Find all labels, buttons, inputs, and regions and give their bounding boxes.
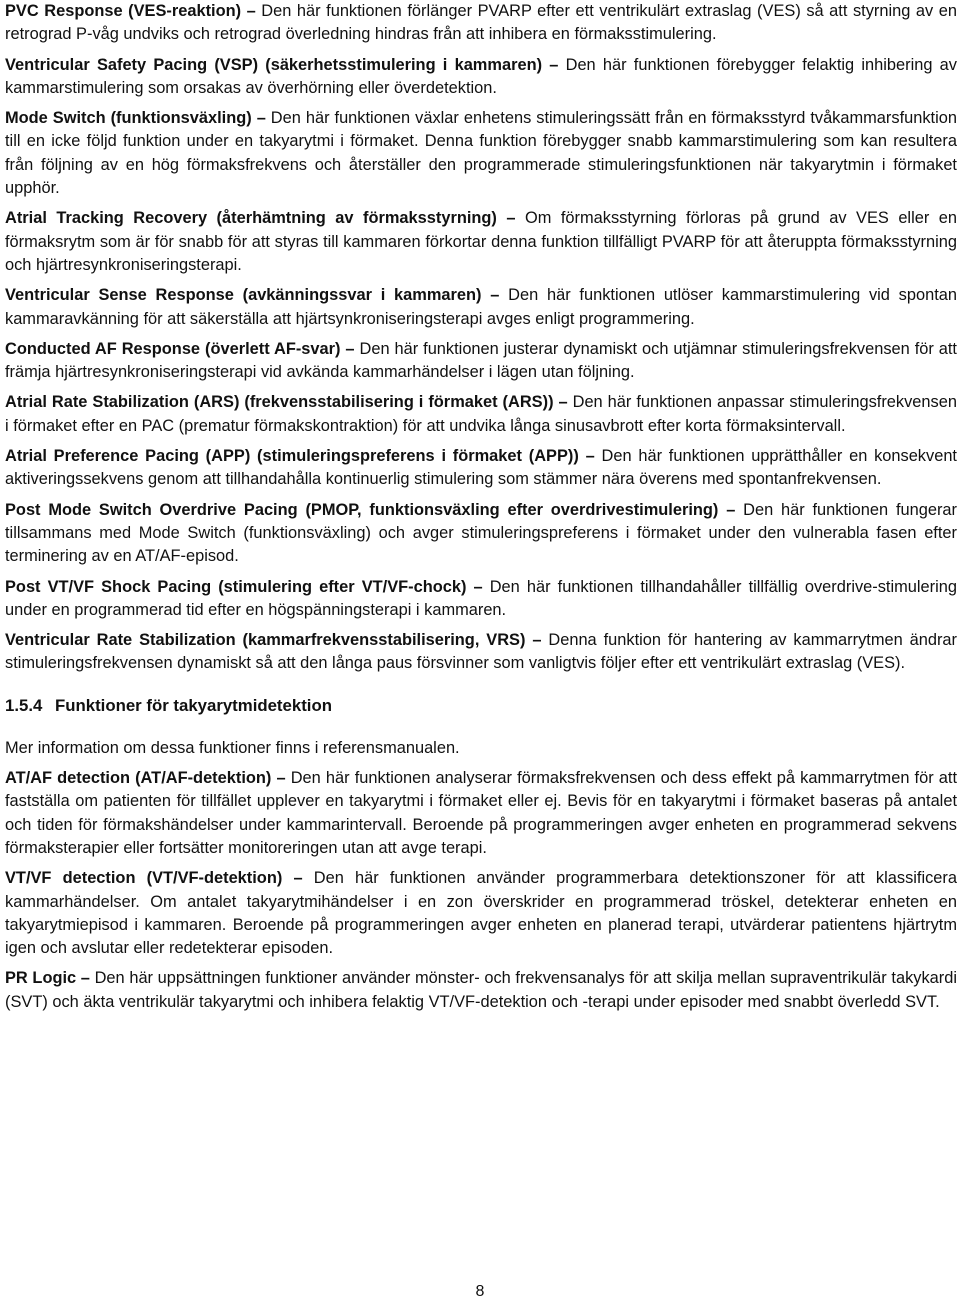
feature-dash: –	[251, 109, 271, 128]
feature-list-pacing	[5, 0, 957, 676]
feature-entry	[5, 0, 957, 47]
feature-dash: –	[466, 577, 490, 596]
feature-description: Den här funktionen fungerar tillsammans med Mode Switch (funktionsväxling) och avger stimuleringspreferens i förmaket under den vulnerabla fasen efter terminering av en AT/AF-episod.	[5, 500, 957, 566]
feature-entry	[5, 867, 957, 960]
feature-entry	[5, 338, 957, 385]
feature-dash: –	[76, 969, 95, 988]
feature-entry	[5, 284, 957, 331]
feature-dash: –	[241, 2, 262, 20]
feature-description: Den här uppsättningen funktioner använder mönster- och frekvensanalys för att skilja mellan supraventrikulär takykardi (SVT) och äkta ventrikulär takyarytmi och inhibera felaktig VT/VF-detektion och -terapi under episoder med snabbt överledd SVT.	[5, 969, 957, 1011]
feature-term: Ventricular Safety Pacing (VSP) (säkerhetsstimulering i kammaren)	[5, 55, 543, 74]
section-title: Funktioner för takyarytmidetektion	[55, 695, 332, 715]
feature-description: Den här funktionen anpassar stimuleringsfrekvensen i förmaket efter en PAC (prematur förmakskontraktion) för att undvika långa sinusavbrott efter korta förmaksintervall.	[5, 393, 957, 435]
feature-dash: –	[542, 55, 566, 74]
feature-list-detection	[5, 767, 957, 1014]
section-number: 1.5.4	[5, 695, 43, 715]
section-heading	[5, 694, 957, 717]
feature-description: Den här funktionen förebygger felaktig inhibering av kammarstimulering som orsakas av överhörning eller överdetektion.	[5, 55, 957, 97]
feature-dash: –	[481, 286, 509, 305]
document-page	[5, 0, 957, 1021]
feature-description: Den här funktionen förlänger PVARP efter ett ventrikulärt extraslag (VES) så att styrning av en retrograd P-våg undviks och retrograd överledning hindras från att inhibera en förmaksstimulering.	[5, 2, 957, 44]
feature-dash: –	[282, 869, 314, 888]
feature-dash: –	[496, 209, 525, 228]
feature-description: Denna funktion för hantering av kammarrytmen ändrar stimuleringsfrekvensen dynamiskt så att den långa paus försvinner som vanligtvis följer efter ett ventrikulärt extraslag (VES).	[5, 631, 957, 673]
feature-entry	[5, 107, 957, 200]
feature-entry	[5, 576, 957, 623]
feature-entry	[5, 629, 957, 676]
feature-description: Den här funktionen växlar enhetens stimuleringssätt från en förmaksstyrd tvåkammarsfunktion till en icke följd funktion under en takyarytmi i förmaket. Denna funktion förebygger snabb kammarstimulering som kan resultera från följning av en hög förmaksfrekvens och återställer den programmerade stimuleringsfunktionen när takyarytmin i förmaket upphör.	[5, 109, 957, 198]
page-number: 8	[475, 1283, 485, 1300]
feature-term: Conducted AF Response (överlett AF-svar)	[5, 339, 341, 358]
feature-description: Den här funktionen tillhandahåller tillfällig overdrive-stimulering under en programmerad tid efter en högspänningsterapi i kammaren.	[5, 577, 957, 619]
feature-term: Atrial Tracking Recovery (återhämtning av förmaksstyrning)	[5, 209, 497, 228]
feature-entry	[5, 54, 957, 101]
feature-description: Den här funktionen justerar dynamiskt och utjämnar stimuleringsfrekvensen för att främja hjärtresynkroniseringsterapi vid avkända kammarhändelser i lägen utan följning.	[5, 339, 957, 382]
section-intro: Mer information om dessa funktioner finns i referensmanualen.	[5, 738, 460, 757]
feature-description: Den här funktionen använder programmerbara detektionszoner för att klassificera kammarhändelser. Om antalet takyarytmihändelser i en zon överskrider en programmerad tröskel, detekterar enheten en takyarytmiepisod i kammaren. Beroende på programmeringen avger enheten en planerad terapi, utvärderar patientens hjärtrytm igen och avslutar eller redetekterar episoden.	[5, 869, 957, 958]
feature-entry	[5, 499, 957, 569]
feature-term: Atrial Rate Stabilization (ARS) (frekvensstabilisering i förmaket (ARS))	[5, 393, 554, 412]
feature-term: PR Logic	[5, 969, 77, 988]
feature-term: Post VT/VF Shock Pacing (stimulering efter VT/VF-chock)	[5, 577, 467, 596]
feature-dash: –	[578, 447, 602, 466]
feature-term: AT/AF detection (AT/AF-detektion)	[5, 769, 272, 788]
feature-dash: –	[271, 769, 291, 788]
feature-description: Den här funktionen analyserar förmaksfrekvensen och dess effekt på kammarrytmen för att fastställa om patienten för tillfället upplever en takyarytmi i förmaket eller ej. Bevis för en takyarytmi i förmaket baseras på antalet och tiden för förmakshändelser under kammarintervall. Beroende på programmeringen avger enheten en programmerad sekvens förmaksterapier eller fortsätter monitoreringen utan att avge terapi.	[5, 769, 958, 857]
feature-dash: –	[340, 339, 360, 358]
feature-entry	[5, 445, 957, 492]
feature-entry	[5, 391, 957, 438]
feature-entry	[5, 207, 957, 277]
feature-description: Den här funktionen upprätthåller en konsekvent aktiveringssekvens genom att tillhandahålla kontinuerlig stimulering som stämmer nära överens med spontanfrekvensen.	[5, 447, 957, 489]
feature-term: Mode Switch (funktionsväxling)	[5, 109, 252, 128]
feature-term: Ventricular Sense Response (avkänningssvar i kammaren)	[5, 286, 482, 305]
feature-dash: –	[553, 393, 573, 412]
feature-description: Den här funktionen utlöser kammarstimulering vid spontan kammaravkänning för att säkerställa att hjärtsynkroniseringsterapi avges enligt programmering.	[5, 286, 958, 328]
feature-term: Ventricular Rate Stabilization (kammarfrekvensstabilisering, VRS)	[5, 631, 526, 650]
feature-term: Atrial Preference Pacing (APP) (stimuleringspreferens i förmaket (APP))	[5, 447, 579, 466]
feature-description: Om förmaksstyrning förloras på grund av VES eller en förmaksrytm som är för snabb för att styras till kammaren förkortar denna funktion tillfälligt PVARP för att återuppta förmaksstyrning och hjärtresynkroniseringsterapi.	[5, 209, 957, 274]
feature-term: VT/VF detection (VT/VF-detektion)	[5, 869, 283, 888]
feature-term: Post Mode Switch Overdrive Pacing (PMOP, funktionsväxling efter overdrivestimulering)	[5, 500, 719, 519]
feature-dash: –	[525, 631, 549, 650]
feature-entry	[5, 767, 957, 860]
feature-entry	[5, 967, 957, 1014]
feature-dash: –	[718, 500, 744, 519]
feature-term: PVC Response (VES-reaktion)	[5, 2, 242, 20]
